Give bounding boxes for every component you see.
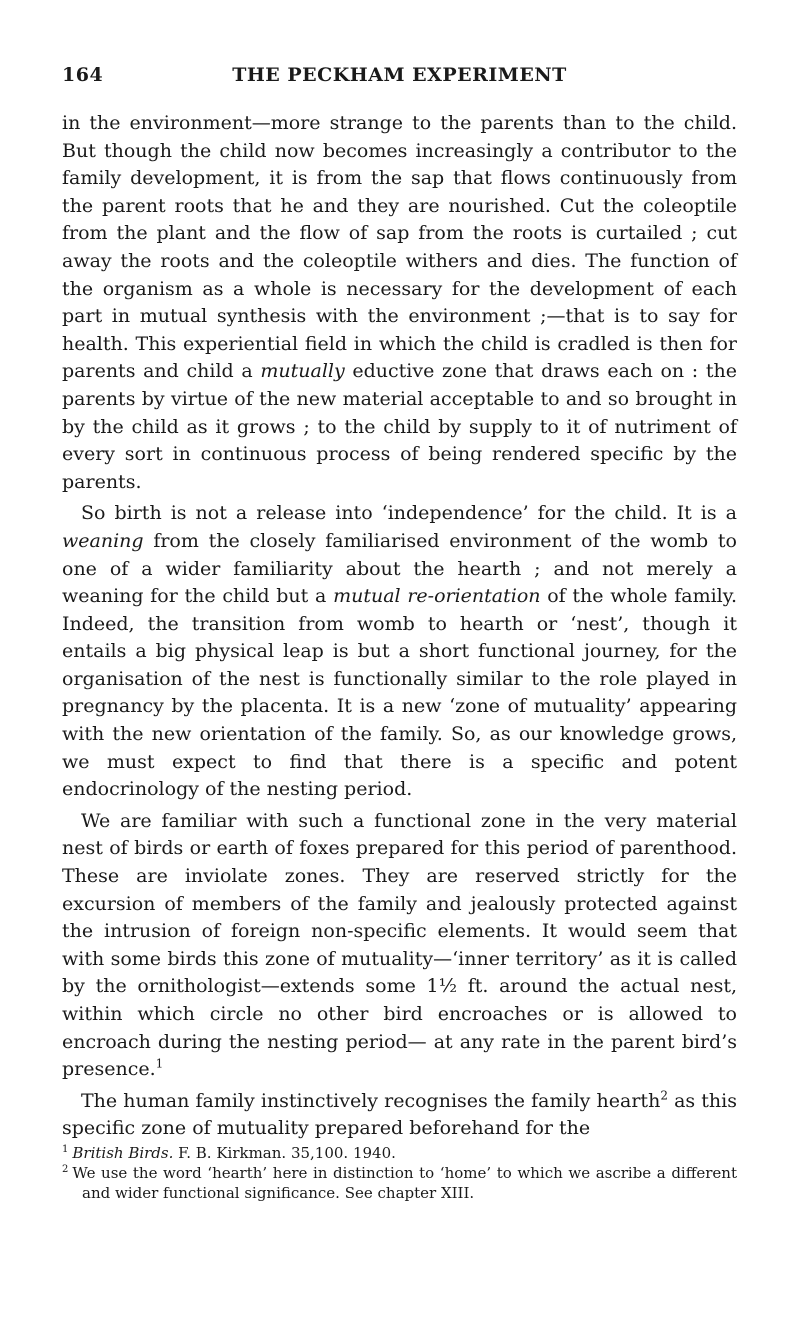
- paragraph-1-emphasis: mutually: [260, 360, 345, 383]
- paragraph-1: [62, 110, 737, 496]
- footnote-2: [62, 1163, 737, 1203]
- paragraph-3: [62, 808, 737, 1084]
- footnotes: [62, 1143, 737, 1203]
- paragraph-3-text: We are familiar with such a functional zone in the very material nest of birds or earth of foxes prepared for this period of parenthood. These are inviolate zones. They are reserved strictly for the excursion of members of the family and jealously protected against the intrusion of foreign non-specific elements. It would seem that with some birds this zone of mutuality—‘inner territory’ as it is called by the ornithologist—extends some 1½ ft. around the actual nest, within which circle no other bird encroaches or is allowed to encroach during the nesting period— at any rate in the parent bird’s presence.: [62, 809, 737, 1081]
- running-head: [62, 64, 737, 94]
- paragraph-2-text-c: of the whole family. Indeed, the transition from womb to hearth or ‘nest’, though it entails a big physical leap is but a short functional journey, for the organisation of the nest is functionally similar to the role played in pregnancy by the placenta. It is a new ‘zone of mutuality’ appearing with the new orientation of the family. So, as our knowledge grows, we must expect to find that there is a specific and potent endocrinology of the nesting period.: [62, 585, 737, 801]
- footnote-1-mark: 1: [62, 1143, 69, 1155]
- footnote-2-text: We use the word ‘hearth’ here in distinction to ‘home’ to which we ascribe a different and wider functional significance. See chapter XIII.: [72, 1163, 737, 1202]
- footnote-1-title: British Birds.: [72, 1143, 174, 1162]
- page-number: 164: [62, 64, 104, 86]
- footnote-ref-2: 2: [660, 1088, 668, 1103]
- footnote-2-mark: 2: [62, 1163, 69, 1175]
- paragraph-4-text-b: as this specific zone of mutuality prepared beforehand for the: [62, 1089, 737, 1140]
- body-text: [62, 110, 737, 1143]
- footnote-ref-1: 1: [155, 1056, 164, 1071]
- paragraph-2-emphasis-2: mutual re-orientation: [333, 585, 541, 608]
- paragraph-4-text-a: The human family instinctively recognises the family hearth: [81, 1089, 661, 1112]
- paragraph-1-text-end: eductive zone that draws each on : the parents by virtue of the new material acceptable to and so brought in by the child as it grows ; to the child by supply to it of nutriment of every sort in continuous process of being rendered specific by the parents.: [62, 360, 737, 493]
- paragraph-2-text-a: So birth is not a release into ‘independence’ for the child. It is a: [81, 502, 737, 525]
- running-title: THE PECKHAM EXPERIMENT: [232, 64, 567, 86]
- paragraph-2-emphasis-1: weaning: [62, 529, 144, 552]
- footnote-1-text: F. B. Kirkman. 35,100. 1940.: [173, 1143, 396, 1162]
- paragraph-2: [62, 500, 737, 804]
- paragraph-1-text: in the environment—more strange to the parents than to the child. But though the child now becomes increasingly a contributor to the family development, it is from the sap that flows continuously from the parent roots that he and they are nourished. Cut the coleoptile from the plant and the flow of sap from the roots is curtailed ; cut away the roots and the coleoptile withers and dies. The function of the organism as a whole is necessary for the development of each part in mutual synthesis with the environment ;—that is to say for health. This experiential field in which the child is cradled is then for parents and child a: [62, 112, 737, 383]
- paragraph-4: [62, 1088, 737, 1143]
- paragraph-2-text-b: from the closely familiarised environment of the womb to one of a wider familiarity about the hearth ; and not merely a weaning for the child but a: [62, 529, 737, 608]
- footnote-1: [62, 1143, 737, 1163]
- book-page: [62, 64, 737, 1203]
